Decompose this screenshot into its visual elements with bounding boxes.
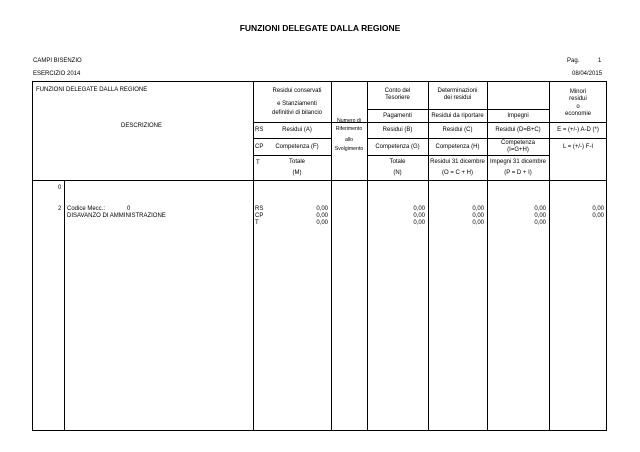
value-a-cp: 0,00: [316, 213, 328, 219]
exercise-year: ESERCIZIO 2014: [33, 71, 81, 77]
value-d-t: 0,00: [534, 220, 546, 226]
page-label: Pag.: [567, 58, 580, 64]
competenza-g-header: Competenza (G): [375, 144, 420, 150]
section-title: FUNZIONI DELEGATE DALLA REGIONE: [36, 87, 148, 93]
det-header-2: dei residui: [443, 95, 472, 101]
row-number: 2: [58, 206, 62, 212]
row-type-rs: RS: [255, 127, 264, 133]
col-line-c: [428, 81, 429, 431]
value-c-cp: 0,00: [472, 213, 484, 219]
entity-name: CAMPI BISENZIO: [33, 58, 82, 64]
col-line-a: [253, 81, 254, 431]
value-a-t: 0,00: [316, 220, 328, 226]
residui-riportare-header: Residui da riportare: [431, 113, 484, 119]
stanziamenti-header: e Stanziamenti: [277, 101, 317, 107]
body-row-type-cp: CP: [255, 213, 264, 219]
minori-header-4: economie: [564, 111, 591, 117]
value-b-cp: 0,00: [413, 213, 425, 219]
competenza-h-header: Competenza (H): [435, 144, 480, 150]
report-date: 08/04/2015: [572, 71, 603, 77]
value-b-rs: 0,00: [413, 206, 425, 212]
report-title: FUNZIONI DELEGATE DALLA REGIONE: [239, 23, 401, 33]
numero-header-4: Svolgimento: [334, 146, 364, 152]
t-line-2: [367, 155, 549, 156]
table-frame: [32, 81, 607, 431]
value-c-t: 0,00: [472, 220, 484, 226]
row-type-t: T: [256, 160, 260, 166]
totale-n-header: Totale: [389, 159, 406, 165]
description-header: DESCRIZIONE: [121, 123, 163, 129]
competenza-f-header: Competenza (F): [275, 144, 319, 150]
competenza-i-header-2: (I=G+H): [507, 147, 529, 153]
codice-label: Codice Mecc.:: [67, 206, 106, 212]
header-bottom-line: [32, 180, 607, 181]
t-line-1: [253, 155, 331, 156]
m-header: (M): [292, 170, 302, 176]
pagamenti-line: [367, 109, 549, 110]
conto-header-2: Tesoriere: [385, 95, 410, 101]
row-type-cp: CP: [255, 144, 264, 150]
col-line-d: [487, 81, 488, 431]
p-formula-header: (P = D + I): [504, 170, 532, 176]
top-code: 0: [58, 185, 62, 191]
value-d-cp: 0,00: [534, 213, 546, 219]
l-formula-header: L = (+/-) F-I: [562, 144, 594, 150]
value-a-rs: 0,00: [316, 206, 328, 212]
pagamenti-header: Pagamenti: [383, 113, 412, 119]
col-line-b: [367, 81, 368, 431]
impegni-31-header: Impegni 31 dicembre: [489, 159, 547, 165]
value-e-rs: 0,00: [592, 206, 604, 212]
totale-header: Totale: [288, 159, 305, 165]
n-header: (N): [393, 170, 402, 176]
code-col-line: [64, 180, 65, 431]
minori-header-2: residui: [569, 96, 587, 102]
residui-c-header: Residui (C): [442, 127, 473, 133]
page-number: 1: [598, 58, 602, 64]
residui-a-header: Residui (A): [282, 127, 312, 133]
body-row-type-rs: RS: [255, 206, 264, 212]
residui-31-header: Residui 31 dicembre: [430, 159, 485, 165]
value-c-rs: 0,00: [472, 206, 484, 212]
value-d-rs: 0,00: [534, 206, 546, 212]
col-line-e: [549, 81, 550, 431]
body-row-type-t: T: [255, 220, 259, 226]
impegni-header: Impegni: [507, 113, 529, 119]
numero-header-2: Riferimento: [335, 126, 363, 132]
minori-header-3: o: [576, 104, 580, 110]
o-formula-header: (O = C + H): [441, 170, 473, 176]
e-formula-header: E = (+/-) A-D (*): [557, 127, 599, 133]
rs-line-2: [367, 122, 549, 123]
value-e-cp: 0,00: [592, 213, 604, 219]
residui-d-header: Residui (D=B+C): [495, 127, 541, 133]
numero-header-3: allo: [344, 137, 354, 143]
codice-value: 0: [127, 206, 131, 212]
value-b-t: 0,00: [413, 220, 425, 226]
det-header-1: Determinazioni: [437, 88, 478, 94]
row-description: DISAVANZO DI AMMINISTRAZIONE: [67, 213, 166, 219]
cp-line-1: [253, 138, 331, 139]
conto-header-1: Conto del: [384, 88, 411, 94]
competenza-i-header-1: Competenza: [500, 140, 536, 146]
col-line-num: [331, 81, 332, 431]
numero-header-1: Numero di: [337, 118, 361, 124]
residui-b-header: Residui (B): [382, 127, 413, 133]
residui-conservati-header: Residui conservati: [272, 88, 322, 94]
minori-header-1: Minori: [569, 89, 587, 95]
definitivi-header: definitivi di bilancio: [271, 110, 323, 116]
